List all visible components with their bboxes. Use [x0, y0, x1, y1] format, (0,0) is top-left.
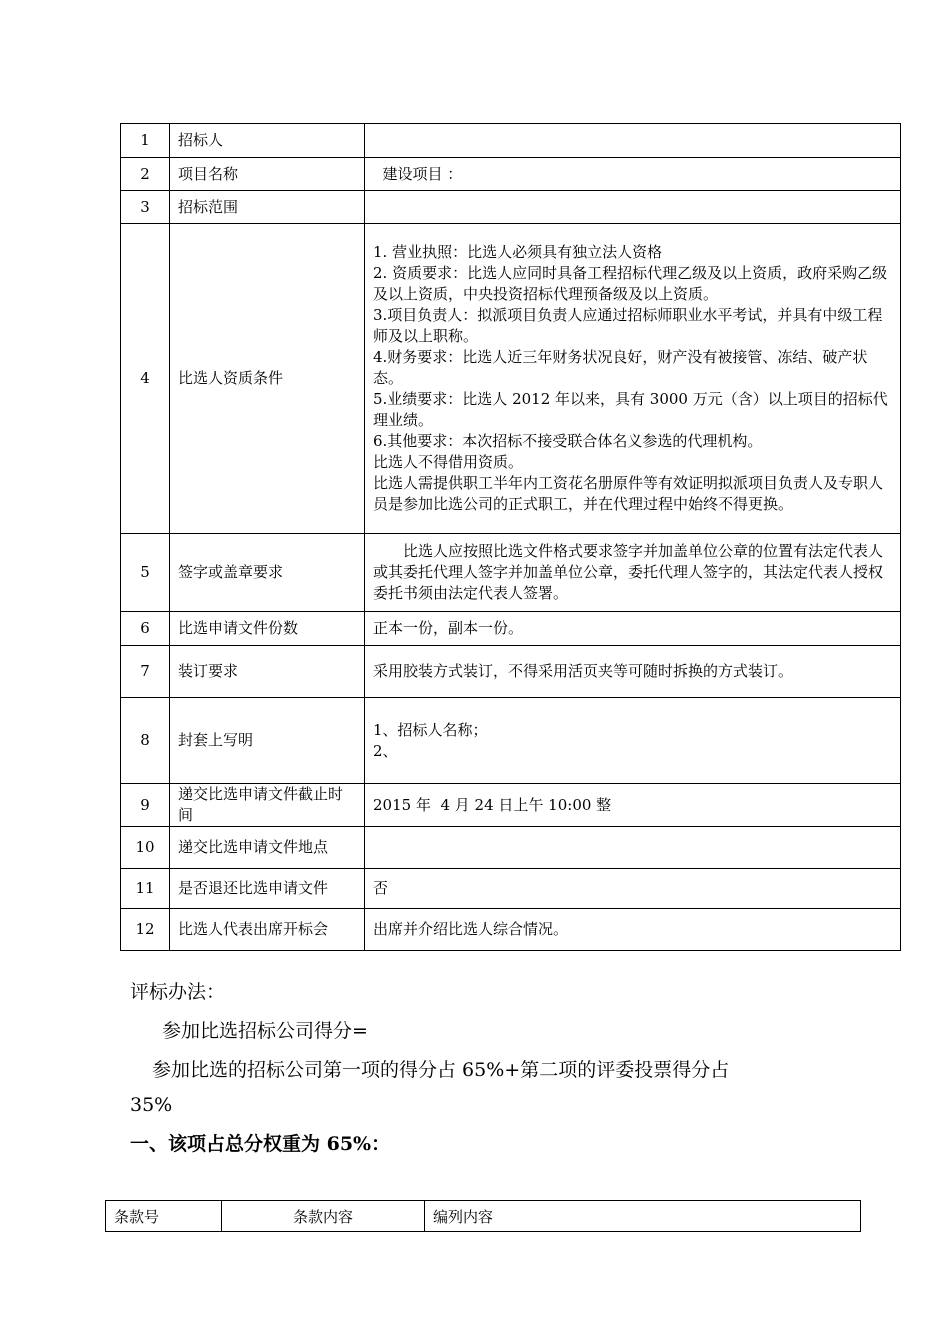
- signature-requirement: 比选人应按照比选文件格式要求签字并加盖单位公章的位置有法定代表人或其委托代理人签字并加盖单位公章，委托代理人签字的，其法定代表人授权委托书须由法定代表人签署。: [373, 542, 884, 602]
- qualification-item: 3.项目负责人：拟派项目负责人应通过招标师职业水平考试，并具有中级工程师及以上职称。: [373, 306, 883, 345]
- row-number: 2: [121, 158, 170, 191]
- evaluation-title: 评标办法：: [130, 981, 226, 1003]
- qualification-item: 比选人不得借用资质。: [373, 453, 524, 471]
- table-row: [121, 224, 901, 534]
- row-number: 11: [121, 869, 170, 909]
- bid-info-table: [120, 123, 901, 951]
- row-item: 比选申请文件份数: [170, 612, 365, 646]
- qualification-item: 5.业绩要求：比选人 2012 年以来，具有 3000 万元（含）以上项目的招标代理业绩。: [373, 390, 888, 429]
- table-row: [121, 612, 901, 646]
- qualification-item: 1. 营业执照：比选人必须具有独立法人资格: [373, 243, 663, 261]
- table-row: [121, 158, 901, 191]
- table-row: [121, 784, 901, 827]
- row-content: 出席并介绍比选人综合情况。: [365, 909, 901, 951]
- table-row: [121, 534, 901, 612]
- row-item: 递交比选申请文件截止时间: [170, 784, 365, 827]
- envelope-item: 1、招标人名称；: [373, 720, 488, 739]
- header-listed-content: 编列内容: [425, 1201, 861, 1232]
- row-number: 9: [121, 784, 170, 827]
- formula-line-2: 35%: [130, 1094, 173, 1116]
- row-item: 招标范围: [170, 191, 365, 224]
- row-content: [365, 224, 901, 534]
- qualification-item: 2. 资质要求：比选人应同时具备工程招标代理乙级及以上资质，政府采购乙级及以上资质，中央投资招标代理预备级及以上资质。: [373, 264, 888, 303]
- formula-line-1: 参加比选的招标公司第一项的得分占 65%+第二项的评委投票得分占: [152, 1059, 730, 1081]
- row-item: 招标人: [170, 124, 365, 158]
- row-item: 是否退还比选申请文件: [170, 869, 365, 909]
- header-clause-number: 条款号: [106, 1201, 222, 1232]
- row-number: 1: [121, 124, 170, 158]
- table-header-row: [106, 1201, 861, 1232]
- row-number: 7: [121, 646, 170, 698]
- row-content: 正本一份，副本一份。: [365, 612, 901, 646]
- row-content: [365, 827, 901, 869]
- table-row: [121, 869, 901, 909]
- row-item: 比选人资质条件: [170, 224, 365, 534]
- row-number: 12: [121, 909, 170, 951]
- row-content: 否: [365, 869, 901, 909]
- row-item: 装订要求: [170, 646, 365, 698]
- row-item: 封套上写明: [170, 698, 365, 784]
- row-item: 项目名称: [170, 158, 365, 191]
- qualification-item: 比选人需提供职工半年内工资花名册原件等有效证明拟派项目负责人及专职人员是参加比选公司的正式职工，并在代理过程中始终不得更换。: [373, 474, 884, 513]
- row-number: 8: [121, 698, 170, 784]
- row-content: 2015 年 4 月 24 日上午 10:00 整: [365, 784, 901, 827]
- envelope-item: 2、: [373, 741, 398, 760]
- row-item: 递交比选申请文件地点: [170, 827, 365, 869]
- table-row: [121, 909, 901, 951]
- row-content: 采用胶装方式装订，不得采用活页夹等可随时拆换的方式装订。: [365, 646, 901, 698]
- row-content: [365, 698, 901, 784]
- row-number: 10: [121, 827, 170, 869]
- row-content: [365, 534, 901, 612]
- table-row: [121, 191, 901, 224]
- row-number: 5: [121, 534, 170, 612]
- qualification-item: 6.其他要求：本次招标不接受联合体名义参选的代理机构。: [373, 432, 763, 450]
- row-content: [365, 191, 901, 224]
- row-number: 6: [121, 612, 170, 646]
- row-number: 4: [121, 224, 170, 534]
- row-content: 建设项目 ：: [365, 158, 901, 191]
- table-row: [121, 698, 901, 784]
- table-row: [121, 124, 901, 158]
- formula-label: 参加比选招标公司得分=: [162, 1020, 368, 1042]
- table-row: [121, 827, 901, 869]
- table-row: [121, 646, 901, 698]
- row-item: 签字或盖章要求: [170, 534, 365, 612]
- row-content: [365, 124, 901, 158]
- header-clause-content: 条款内容: [222, 1201, 425, 1232]
- scoring-table: [105, 1200, 861, 1232]
- qualification-item: 4.财务要求：比选人近三年财务状况良好，财产没有被接管、冻结、破产状态。: [373, 348, 868, 387]
- row-number: 3: [121, 191, 170, 224]
- section-1-heading: 一、该项占总分权重为 65%：: [130, 1133, 391, 1155]
- row-item: 比选人代表出席开标会: [170, 909, 365, 951]
